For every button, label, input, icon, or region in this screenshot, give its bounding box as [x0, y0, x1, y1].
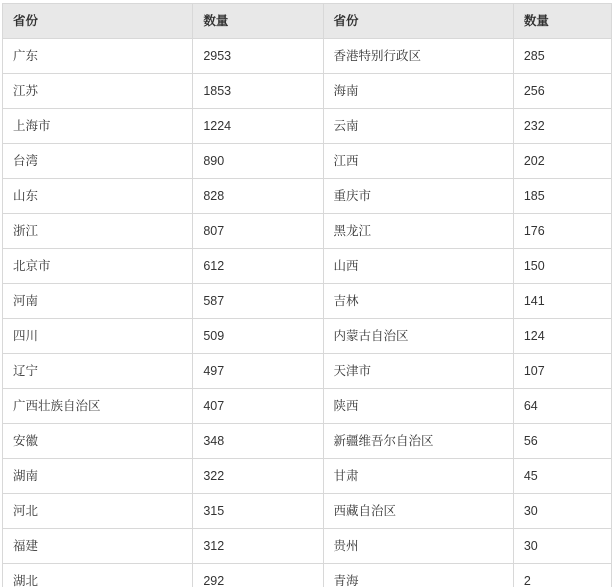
- cell-count-right: 30: [513, 529, 611, 564]
- table-row: [3, 424, 612, 459]
- cell-province-right: 海南: [323, 74, 513, 109]
- cell-count-left: 407: [193, 389, 323, 424]
- cell-province-right: 山西: [323, 249, 513, 284]
- cell-count-right: 232: [513, 109, 611, 144]
- column-header-province-right: 省份: [323, 4, 513, 39]
- cell-count-left: 322: [193, 459, 323, 494]
- table-row: [3, 284, 612, 319]
- cell-count-left: 497: [193, 354, 323, 389]
- table-row: [3, 494, 612, 529]
- cell-count-right: 30: [513, 494, 611, 529]
- cell-province-left: 河北: [3, 494, 193, 529]
- table-row: [3, 249, 612, 284]
- cell-province-right: 重庆市: [323, 179, 513, 214]
- table-row: [3, 564, 612, 587]
- column-header-count-right: 数量: [513, 4, 611, 39]
- cell-province-right: 黑龙江: [323, 214, 513, 249]
- cell-count-left: 828: [193, 179, 323, 214]
- cell-count-right: 150: [513, 249, 611, 284]
- cell-count-left: 807: [193, 214, 323, 249]
- cell-count-left: 315: [193, 494, 323, 529]
- cell-count-right: 176: [513, 214, 611, 249]
- cell-province-right: 西藏自治区: [323, 494, 513, 529]
- cell-province-left: 广东: [3, 39, 193, 74]
- cell-province-left: 湖南: [3, 459, 193, 494]
- cell-province-right: 香港特别行政区: [323, 39, 513, 74]
- cell-province-right: 江西: [323, 144, 513, 179]
- cell-province-left: 安徽: [3, 424, 193, 459]
- cell-count-left: 1224: [193, 109, 323, 144]
- cell-province-right: 贵州: [323, 529, 513, 564]
- cell-count-right: 64: [513, 389, 611, 424]
- table-row: [3, 354, 612, 389]
- cell-count-right: 256: [513, 74, 611, 109]
- cell-count-right: 141: [513, 284, 611, 319]
- province-count-table: [2, 3, 612, 587]
- cell-province-right: 青海: [323, 564, 513, 587]
- cell-province-left: 辽宁: [3, 354, 193, 389]
- cell-count-left: 292: [193, 564, 323, 587]
- table-header: [3, 4, 612, 39]
- cell-count-right: 107: [513, 354, 611, 389]
- cell-count-left: 1853: [193, 74, 323, 109]
- cell-count-right: 45: [513, 459, 611, 494]
- column-header-count-left: 数量: [193, 4, 323, 39]
- cell-province-left: 浙江: [3, 214, 193, 249]
- cell-province-left: 福建: [3, 529, 193, 564]
- cell-count-left: 312: [193, 529, 323, 564]
- table-row: [3, 529, 612, 564]
- cell-province-left: 湖北: [3, 564, 193, 587]
- cell-province-left: 山东: [3, 179, 193, 214]
- cell-count-left: 348: [193, 424, 323, 459]
- cell-province-right: 内蒙古自治区: [323, 319, 513, 354]
- table-body: [3, 39, 612, 587]
- table-header-row: [3, 4, 612, 39]
- cell-count-right: 124: [513, 319, 611, 354]
- table-row: [3, 74, 612, 109]
- column-header-province-left: 省份: [3, 4, 193, 39]
- cell-province-right: 甘肃: [323, 459, 513, 494]
- table-row: [3, 39, 612, 74]
- cell-province-left: 北京市: [3, 249, 193, 284]
- table-row: [3, 109, 612, 144]
- cell-province-left: 江苏: [3, 74, 193, 109]
- table-row: [3, 144, 612, 179]
- cell-province-right: 陕西: [323, 389, 513, 424]
- cell-province-right: 云南: [323, 109, 513, 144]
- cell-province-left: 台湾: [3, 144, 193, 179]
- cell-province-left: 河南: [3, 284, 193, 319]
- cell-count-left: 890: [193, 144, 323, 179]
- cell-province-right: 吉林: [323, 284, 513, 319]
- table-row: [3, 179, 612, 214]
- cell-province-left: 四川: [3, 319, 193, 354]
- cell-province-left: 广西壮族自治区: [3, 389, 193, 424]
- table-row: [3, 319, 612, 354]
- cell-province-left: 上海市: [3, 109, 193, 144]
- cell-province-right: 新疆维吾尔自治区: [323, 424, 513, 459]
- cell-count-left: 509: [193, 319, 323, 354]
- table-row: [3, 389, 612, 424]
- cell-count-left: 612: [193, 249, 323, 284]
- cell-count-left: 2953: [193, 39, 323, 74]
- cell-count-right: 56: [513, 424, 611, 459]
- cell-count-left: 587: [193, 284, 323, 319]
- cell-count-right: 2: [513, 564, 611, 587]
- cell-province-right: 天津市: [323, 354, 513, 389]
- cell-count-right: 202: [513, 144, 611, 179]
- table-row: [3, 214, 612, 249]
- table-row: [3, 459, 612, 494]
- cell-count-right: 285: [513, 39, 611, 74]
- cell-count-right: 185: [513, 179, 611, 214]
